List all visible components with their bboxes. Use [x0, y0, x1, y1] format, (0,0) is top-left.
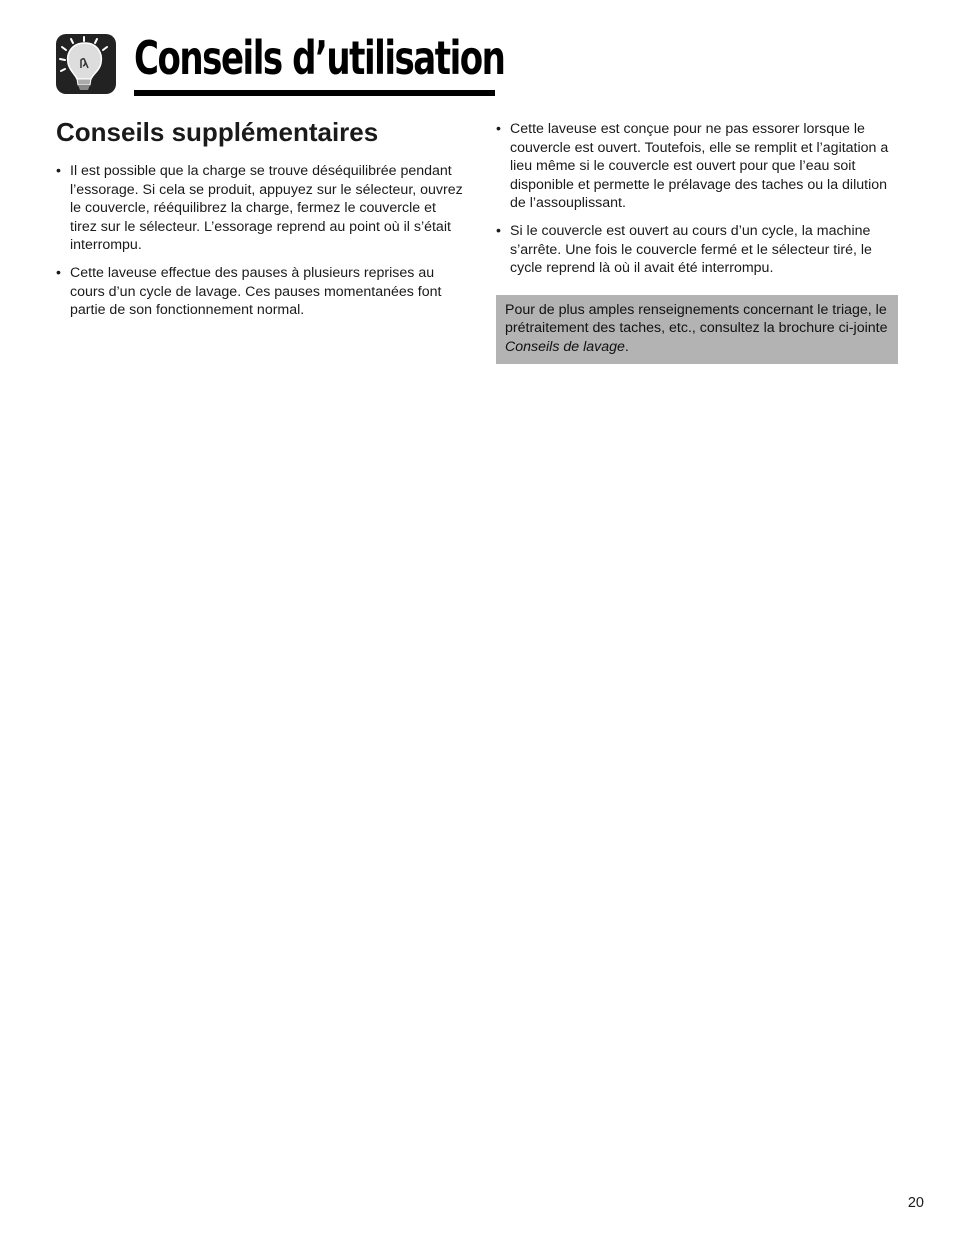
left-column — [56, 116, 466, 329]
bullet-marker: • — [56, 264, 61, 281]
note-end: . — [624, 338, 629, 355]
brochure-title: Conseils de lavage — [505, 338, 625, 355]
list-item-text: Cette laveuse effectue des pauses à plusieurs reprises au cours d’un cycle de lavage. Ces pauses momentanées font partie de son fonctionnement normal. — [70, 264, 442, 319]
page-title: Conseils d’utilisation — [134, 31, 505, 85]
bullet-marker: • — [56, 163, 61, 179]
right-column — [496, 120, 898, 364]
list-item-text: Il est possible que la charge se trouve déséquilibrée pendant l’essorage. Si cela se produit, appuyez sur le sélecteur, ouvrez le couvercle, rééquilibrez la charge, fermez le couvercle et tirez sur le sélecteur. L’essorage reprend au point où il s’était interrompu. — [70, 163, 463, 254]
list-item — [496, 222, 898, 278]
list-item — [56, 264, 466, 320]
section-heading: Conseils supplémentaires — [56, 117, 379, 147]
list-item — [56, 162, 466, 255]
list-item — [496, 120, 898, 213]
bullet-marker: • — [496, 121, 501, 137]
page-number: 20 — [907, 1195, 924, 1211]
right-bullet-list — [496, 120, 898, 278]
title-underline — [134, 90, 495, 96]
bullet-marker: • — [496, 222, 501, 239]
lightbulb-icon — [55, 33, 117, 95]
info-note-box — [496, 295, 898, 364]
note-text: Pour de plus amples renseignements concernant le triage, le prétraitement des taches, etc., consultez la brochure ci-jointe — [505, 301, 888, 337]
list-item-text: Si le couvercle est ouvert au cours d’un cycle, la machine s’arrête. Une fois le couvercle fermé et le sélecteur tiré, le cycle reprend là où il avait été interrompu. — [510, 222, 872, 277]
left-bullet-list — [56, 162, 466, 320]
list-item-text: Cette laveuse est conçue pour ne pas essorer lorsque le couvercle est ouvert. Toutefois, elle se remplit et l’agitation a lieu même si le couvercle est ouvert pour que l’eau soit disponible et permette le prélavage des taches ou la dilution de l’assouplissant. — [510, 121, 889, 212]
